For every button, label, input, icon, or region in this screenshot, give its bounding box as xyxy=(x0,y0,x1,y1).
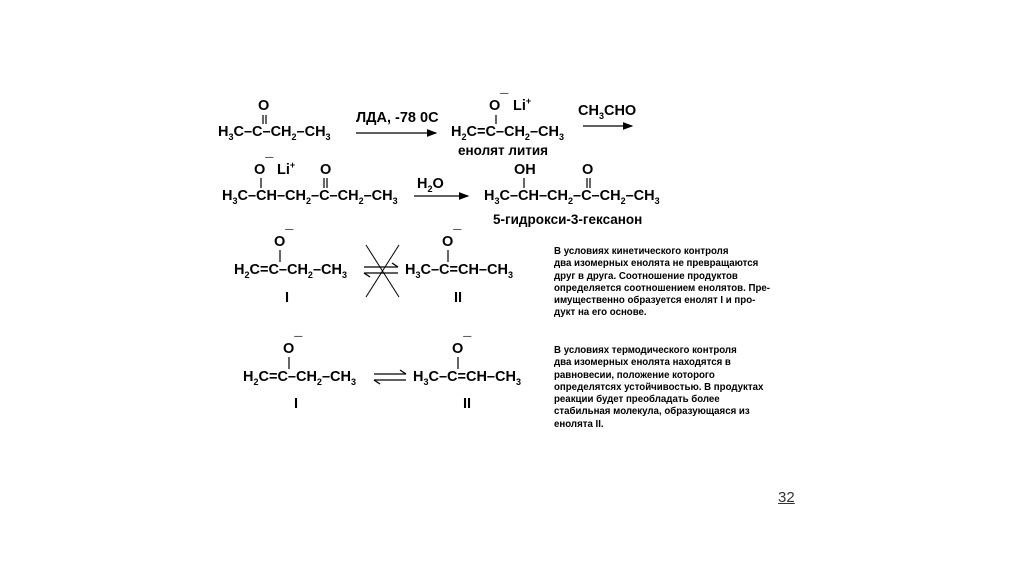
enolate-II-label-2: II xyxy=(463,396,472,412)
acetaldehyde-formula: $CH_3CHO$ xyxy=(578,103,637,121)
enolate-II-formula-2: $H_3C-C=CH-CH_3$ xyxy=(413,369,521,387)
enolate-I-formula-2: $H_2C=C-CH_2-CH_3$ xyxy=(243,369,356,387)
enolate-I-oxygen-2: O¯ xyxy=(283,335,303,357)
equilibrium-arrows xyxy=(374,370,406,384)
adduct-formula: $H_3C-CH-CH_2-C-CH_2-CH_3$ xyxy=(222,188,398,206)
thermodynamic-control-note: В условиях термодического контроля два изомерных енолята находятся в равновесии, положение которого определятсях устойчивостью. В продуктах реакции будет преобладать более стабильная молекула, образующаяся из енолята II. xyxy=(554,345,764,430)
product-hydroxyl: OH xyxy=(514,162,536,178)
product-name: 5-гидрокси-3-гексанон xyxy=(493,212,643,227)
enolate-II-label: II xyxy=(454,290,463,306)
enolate-II-oxygen: O¯ xyxy=(442,228,462,250)
crossed-equilibrium-arrows xyxy=(364,245,399,297)
enolate-I-label-2: I xyxy=(294,396,299,412)
enolate-II-oxygen-2: O¯ xyxy=(452,335,472,357)
enolate-formula: $H_2C=C-CH_2-CH_3$ xyxy=(451,124,564,142)
lithium-cation: Li+ xyxy=(513,96,532,114)
enolate-I-oxygen: O¯ xyxy=(274,228,294,250)
adduct-oxygen: O¯ xyxy=(254,156,274,178)
kinetic-control-note: В условиях кинетического контроля два изомерных енолята не превращаются друг в друга. Соотношение продуктов определяется соотношением енолятов. Пре- имущественно образуется енолят I и про- дукт на его основе. xyxy=(554,246,770,319)
enolate-I-label: I xyxy=(285,290,290,306)
reagent-lda: ЛДА, -78 0C xyxy=(356,110,439,126)
product-formula: $H_3C-CH-CH_2-C-CH_2-CH_3$ xyxy=(484,188,660,206)
enolate-II-formula: $H_3C-C=CH-CH_3$ xyxy=(405,262,513,280)
page-number: 32 xyxy=(778,489,795,506)
enolate-I-formula: $H_2C=C-CH_2-CH_3$ xyxy=(234,262,347,280)
adduct-ketone-oxygen: O xyxy=(320,162,332,178)
product-ketone-oxygen: O xyxy=(582,162,594,178)
acetone-oxygen: O xyxy=(258,98,270,114)
enolate-oxygen: O¯ xyxy=(489,92,509,114)
adduct-lithium: Li+ xyxy=(277,160,296,178)
water-reagent: $H_2O$ xyxy=(417,176,444,194)
enolate-name: енолят лития xyxy=(458,143,549,158)
acetone-formula: $H_3C-C-CH_2-CH_3$ xyxy=(218,124,331,142)
